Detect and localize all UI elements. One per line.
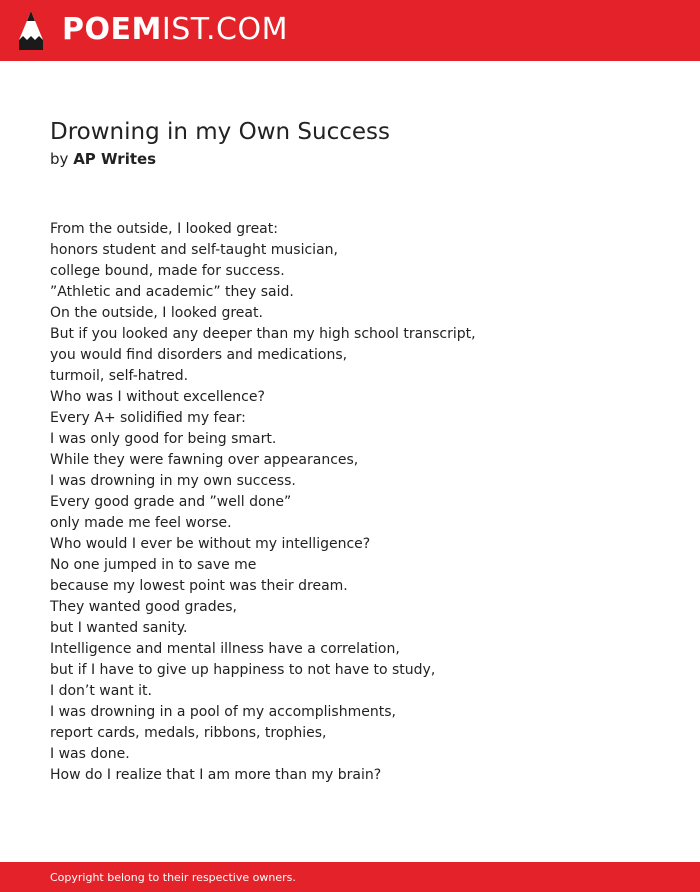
poem-line: I was drowning in my own success. bbox=[50, 473, 296, 489]
poem-line: I was only good for being smart. bbox=[50, 431, 277, 447]
poem-line: How do I realize that I am more than my brain? bbox=[50, 767, 382, 783]
poem-line: I don’t want it. bbox=[50, 683, 152, 699]
copyright-text: Copyright belong to their respective owners. bbox=[50, 871, 296, 884]
poem-line: From the outside, I looked great: bbox=[50, 221, 278, 237]
logo-bold-text: POEM bbox=[62, 12, 162, 47]
author-name: AP Writes bbox=[73, 150, 157, 168]
poem-line: Every A+ solidified my fear: bbox=[50, 410, 246, 426]
poem-line: Every good grade and ”well done” bbox=[50, 494, 292, 510]
poem-line: Intelligence and mental illness have a correlation, bbox=[50, 641, 400, 657]
poem-line: No one jumped in to save me bbox=[50, 557, 257, 573]
poem-line: college bound, made for success. bbox=[50, 263, 285, 279]
poem-line: you would find disorders and medications, bbox=[50, 347, 348, 363]
logo-light-text: IST.COM bbox=[161, 12, 288, 47]
poem-line: but if I have to give up happiness to not have to study, bbox=[50, 662, 436, 678]
site-header bbox=[0, 0, 700, 61]
poem-title: Drowning in my Own Success bbox=[50, 119, 390, 145]
poem-line: But if you looked any deeper than my high school transcript, bbox=[50, 326, 476, 342]
byline bbox=[50, 149, 156, 169]
poem-line: While they were fawning over appearances, bbox=[50, 452, 359, 468]
poem-line: report cards, medals, ribbons, trophies, bbox=[50, 725, 327, 741]
poem-line: I was drowning in a pool of my accomplishments, bbox=[50, 704, 396, 720]
poem-line: Who was I without excellence? bbox=[50, 389, 265, 405]
poem-line: honors student and self-taught musician, bbox=[50, 242, 338, 258]
poem-line: but I wanted sanity. bbox=[50, 620, 188, 636]
by-label: by bbox=[50, 150, 69, 168]
poem-line: only made me feel worse. bbox=[50, 515, 232, 531]
poem-line: On the outside, I looked great. bbox=[50, 305, 263, 321]
pencil-tip-icon bbox=[18, 10, 44, 51]
poem-line: turmoil, self-hatred. bbox=[50, 368, 189, 384]
poem-line: I was done. bbox=[50, 746, 130, 762]
poem-line: because my lowest point was their dream. bbox=[50, 578, 348, 594]
poem-body bbox=[50, 219, 670, 786]
site-logo-link[interactable] bbox=[62, 12, 288, 48]
poem-line: They wanted good grades, bbox=[50, 599, 237, 615]
poem-line: Who would I ever be without my intelligence? bbox=[50, 536, 371, 552]
poem-line: ”Athletic and academic” they said. bbox=[50, 284, 294, 300]
site-footer bbox=[0, 862, 700, 892]
